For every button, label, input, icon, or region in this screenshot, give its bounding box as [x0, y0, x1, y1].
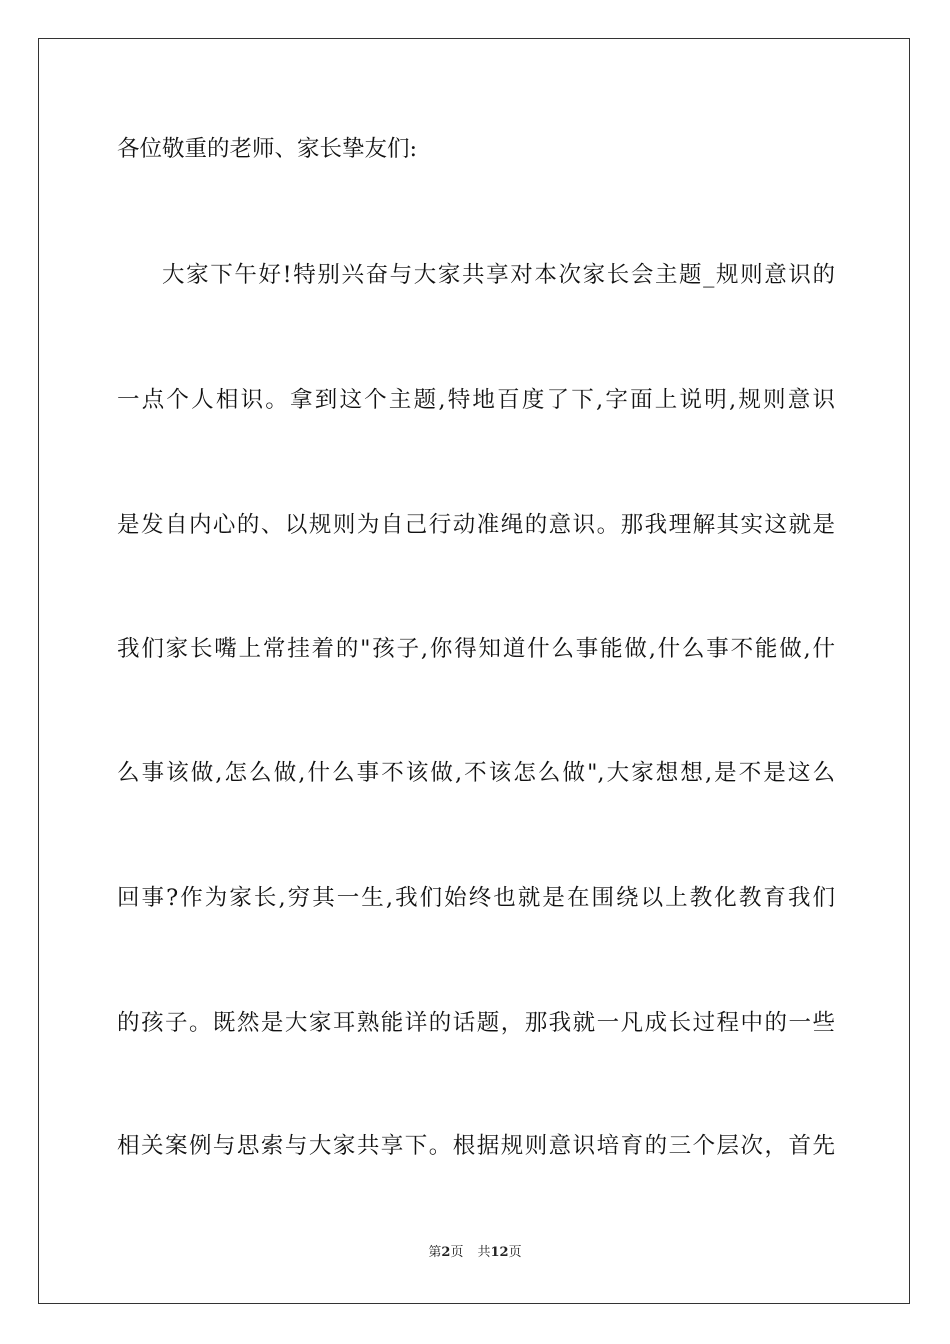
body-line-3: 是发自内心的、以规则为自己行动准绳的意识。那我理解其实这就是	[117, 512, 835, 538]
page-footer	[0, 1244, 950, 1262]
total-pages-number: 12	[490, 1245, 509, 1260]
body-line-5: 么事该做,怎么做,什么事不该做,不该怎么做",大家想想,是不是这么	[117, 760, 835, 786]
total-suffix: 页	[508, 1245, 522, 1260]
total-prefix: 共	[477, 1245, 491, 1260]
body-line-7: 的孩子。既然是大家耳熟能详的话题，那我就一凡成长过程中的一些	[117, 1010, 835, 1036]
body-line-1: 大家下午好!特别兴奋与大家共享对本次家长会主题_规则意识的	[162, 262, 835, 288]
body-line-2: 一点个人相识。拿到这个主题,特地百度了下,字面上说明,规则意识	[117, 387, 835, 413]
page-border	[38, 38, 910, 1304]
body-line-4: 我们家长嘴上常挂着的"孩子,你得知道什么事能做,什么事不能做,什	[117, 636, 835, 662]
greeting-line: 各位敬重的老师、家长挚友们:	[117, 136, 418, 162]
page-prefix: 第	[428, 1245, 442, 1260]
body-line-6: 回事?作为家长,穷其一生,我们始终也就是在围绕以上教化教育我们	[117, 885, 835, 911]
page-suffix: 页	[450, 1245, 464, 1260]
current-page-number: 2	[441, 1245, 451, 1260]
body-line-8: 相关案例与思索与大家共享下。根据规则意识培育的三个层次，首先	[117, 1133, 835, 1159]
